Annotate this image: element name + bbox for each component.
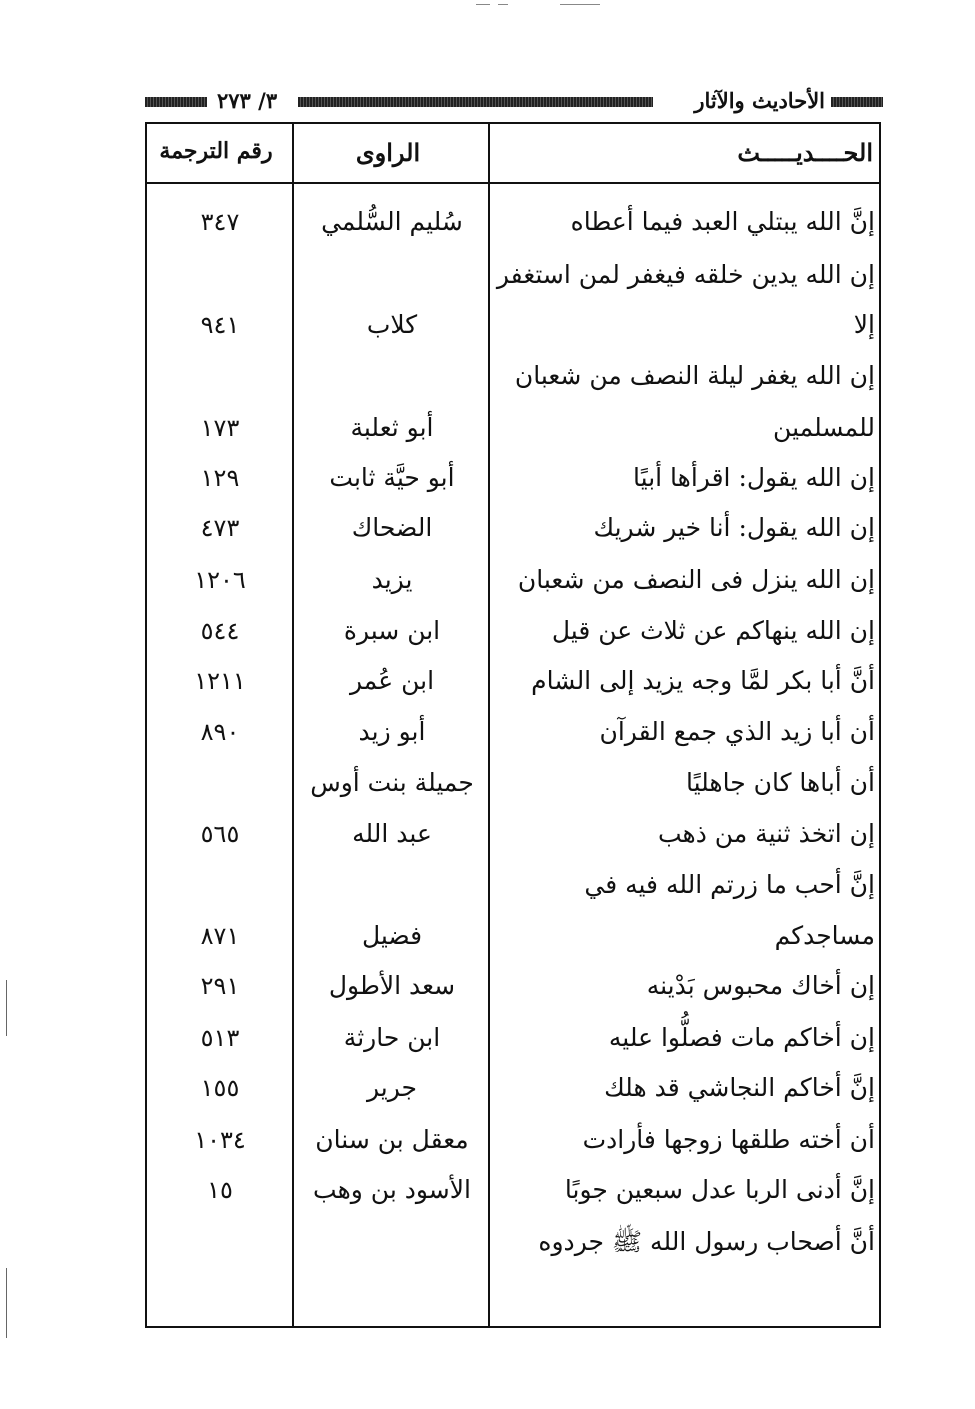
rawi-cell: الأسود بن وهب [313,1175,471,1204]
number-cell: ٨٩٠ [200,718,240,746]
rawi-cell: الضحاك [351,513,433,542]
number-cell: ١٧٣ [200,414,240,442]
table-row [147,350,883,402]
rawi-cell: ابن حارثة [343,1023,441,1052]
number-cell: ١٢٠٦ [194,566,246,594]
hadith-cell: أن أبا زيد الذي جمع القرآن [599,717,875,746]
rawi-cell: أبو ثعلبة [350,413,434,442]
table-row [147,554,883,606]
hadith-cell: أنَّ أصحاب رسول الله ﷺ جردوه [538,1227,875,1256]
number-cell: ٢٩١ [200,972,240,1000]
rawi-cell: جميلة بنت أوس [310,768,474,797]
hadith-cell: إن الله ينهاكم عن ثلاث عن قيل [551,616,875,645]
hadith-cell: إن الله ينزل فى النصف من شعبان [517,565,875,594]
left-margin-mark-2 [6,1268,7,1338]
hadith-cell: إن الله يقول: اقرأها أبيًا [633,463,875,492]
number-cell: ٣٤٧ [200,208,240,236]
hadith-cell: إن الله يدين خلقه فيغفر لمن استغفر [496,260,875,289]
column-header-hadith: الحــــديـــــث [737,138,873,167]
rawi-cell: ابن عُمر [349,666,435,695]
table-row [147,605,883,657]
hadith-cell: إنَّ أخاكم النجاشي قد هلك [604,1073,875,1102]
rawi-cell: أبو حيَّة ثابت [329,463,455,492]
rawi-cell: عبد الله [352,819,432,848]
table-row [147,299,883,351]
number-cell: ١٥ [207,1176,233,1204]
table-row [147,1164,883,1216]
number-cell: ٨٧١ [200,922,240,950]
page-number: ٣/ ٢٧٣ [217,88,278,113]
hadith-cell: للمسلمين [773,413,875,442]
table-row [147,502,883,554]
rawi-cell: ابن سبرة [343,616,441,645]
header-title: الأحاديث والآثار [694,88,825,113]
hadith-cell: إنَّ الله يبتلي العبد فيما أعطاه [570,207,875,236]
table-row [147,757,883,809]
table-row [147,960,883,1012]
number-cell: ١٢١١ [194,667,246,695]
table-row [147,655,883,707]
table-row [147,910,883,962]
table-row [147,1062,883,1114]
rawi-cell: سعد الأطول [328,971,456,1000]
number-cell: ٩٤١ [200,311,240,339]
rawi-cell: كلاب [366,310,418,339]
table-row [147,249,883,301]
table-row [147,706,883,758]
hadith-cell: مساجدكم [774,921,875,950]
index-table [145,122,881,1328]
header-divider [147,182,879,184]
number-cell: ٥٦٥ [200,820,240,848]
number-cell: ٥١٣ [200,1024,240,1052]
number-cell: ٥٤٤ [200,617,240,645]
running-header [145,88,883,118]
table-row [147,808,883,860]
hadith-cell: إن الله يغفر ليلة النصف من شعبان [514,361,875,390]
number-cell: ١٢٩ [200,464,240,492]
number-cell: ٤٧٣ [200,514,240,542]
hadith-cell: أن أخته طلقها زوجها فأرادت [582,1125,875,1154]
column-header-number: رقم الترجمة [159,138,273,164]
table-row [147,452,883,504]
hadith-cell: إنَّ أدنى الربا عدل سبعين جوبًا [564,1175,875,1204]
left-margin-mark-1 [6,980,7,1036]
hadith-cell: إن الله يقول: أنا خير شريك [593,513,875,542]
rawi-cell: يزيد [371,565,413,594]
column-header-rawi: الراوى [355,138,421,167]
header-bar-middle [298,97,653,107]
header-bar-left [145,97,207,107]
table-row [147,1012,883,1064]
rawi-cell: أبو زيد [358,717,426,746]
rawi-cell: فضيل [361,921,423,950]
rawi-cell: معقل بن سنان [315,1125,469,1154]
rawi-cell: سُليم السُّلمي [321,207,463,236]
hadith-cell: أن أباها كان جاهليًا [685,768,875,797]
hadith-cell: إن أخاك محبوس بَدْينه [646,971,875,1000]
top-crop-marks [470,0,610,10]
hadith-cell: أنَّ أبا بكر لمَّا وجه يزيد إلى الشام [531,666,875,695]
hadith-cell: إنَّ أحب ما زرتم الله فيه في [584,870,875,899]
table-row [147,1216,883,1268]
number-cell: ١٠٣٤ [194,1126,246,1154]
hadith-cell: إلا [853,310,875,339]
header-bar-right [831,97,883,107]
table-row [147,1114,883,1166]
rawi-cell: جرير [367,1073,417,1102]
number-cell: ١٥٥ [200,1074,240,1102]
hadith-cell: إن أخاكم مات فصلُّوا عليه [608,1023,875,1052]
table-row [147,196,883,248]
table-row [147,859,883,911]
table-row [147,402,883,454]
hadith-cell: إن اتخذ ثنية من ذهب [658,819,875,848]
